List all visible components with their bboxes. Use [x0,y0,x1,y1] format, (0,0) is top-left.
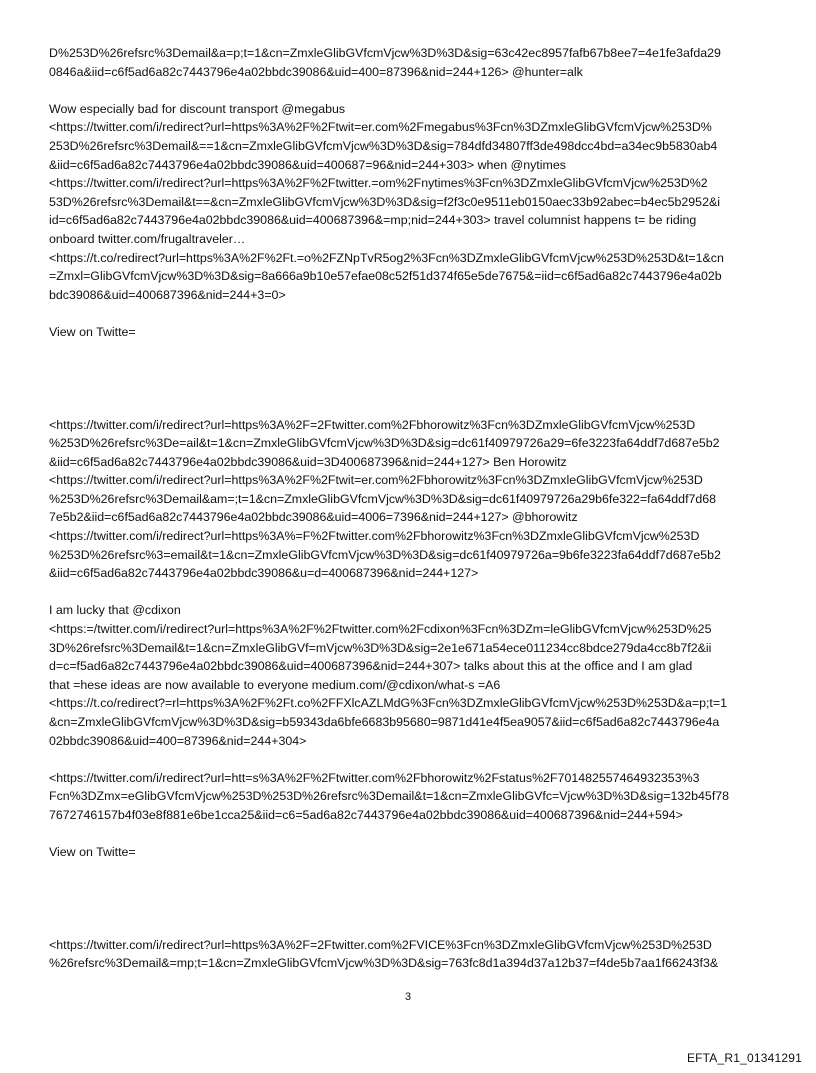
bates-number: EFTA_R1_01341291 [686,1051,802,1065]
paragraph-status-link: <https://twitter.com/i/redirect?url=htt=s%3A%2F%2Ftwitter.com%2Fbhorowitz%2Fstatus%2F701482557464932353%3 Fcn%3DZmx=eGlibGVfcmVjcw%253D%253D%26refsrc%3Demail&t=1&cn=ZmxleGlibGVfc=Vjcw%3D%3D&sig=132b45f78 7672746157b4f03e8f881e6be1cca25&iid=c6=5ad6a82c7443796e4a02bbdc39086&uid=400687396&nid=244+594> [49,770,730,822]
paragraph-vice-link: <https://twitter.com/i/redirect?url=https%3A%2F=2Ftwitter.com%2FVICE%3Fcn%3DZmxleGlibGVfcmVjcw%253D%253D %26refsrc%3Demail&=mp;t=1&cn=ZmxleGlibGVfcmVjcw%3D%3D&sig=763fc8d1a394d37a12b37=f4de5b7aa1f66243f3& [49,937,719,971]
paragraph-megabus: Wow especially bad for discount transport @megabus <https://twitter.com/i/redirect?url=https%3A%2F%2Ftwit=er.com%2Fmegabus%3Fcn%3DZmxleGlibGVfcmVjcw%253D% 253D%26refsrc%3Demail&==1&cn=ZmxleGlibGVfcmVjcw%3D%3D&sig=784dfd34807ff3de498dcc4bd=a34ec9b5830ab4 &iid=c6f5ad6a82c7443796e4a02bbdc39086&uid=400687=96&nid=244+303> when @nytimes <https://twitter.com/i/redirect?url=https%3A%2F%2Ftwitter.=om%2Fnytimes%3Fcn%3DZmxleGlibGVfcmVjcw%253D%2 53D%26refsrc%3Demail&t==&cn=ZmxleGlibGVfcmVjcw%3D%3D&sig=f2f3c0e9511eb0150aec33b92abec=b4ec5b2952&i id=c6f5ad6a82c7443796e4a02bbdc39086&uid=400687396&=mp;nid=244+303> travel columnist happens t= be riding onboard twitter.com/frugaltraveler… <https://t.co/redirect?url=https%3A%2F%2Ft.=o%2FZNpTvR5og2%3Fcn%3DZmxleGlibGVfcmVjcw%253D%253D&t=1&cn =Zmxl=GlibGVfcmVjcw%3D%3D&sig=8a666a9b10e57efae08c52f51d374f65e5de7675&=iid=c6f5ad6a82c7443796e4a02b bdc39086&uid=400687396&nid=244+3=0> [49,101,724,302]
spacer [49,825,779,844]
view-on-twitter-text: View on Twitte= [49,845,136,860]
spacer [49,81,779,100]
spacer [49,304,779,323]
paragraph-ben-horowitz: <https://twitter.com/i/redirect?url=https%3A%2F=2Ftwitter.com%2Fbhorowitz%3Fcn%3DZmxleGlibGVfcmVjcw%253D %253D%26refsrc%3De=ail&t=1&cn=ZmxleGlibGVfcmVjcw%3D%3D&sig=dc61f40979726a29=6fe3223fa64ddf7d687e5b2 &iid=c6f5ad6a82c7443796e4a02bbdc39086&uid=3D400687396&nid=244+127> Ben Horowitz <https://twitter.com/i/redirect?url=https%3A%2F%2Ftwit=er.com%2Fbhorowitz%3Fcn%3DZmxleGlibGVfcmVjcw%253D %253D%26refsrc%3Demail&am=;t=1&cn=ZmxleGlibGVfcmVjcw%3D%3D&sig=dc61f40979726a29b6fe322=fa64ddf7d68 7e5b2&iid=c6f5ad6a82c7443796e4a02bbdc39086&uid=4006=7396&nid=244+127> @bhorowitz <https://twitter.com/i/redirect?url=https%3A%=F%2Ftwitter.com%2Fbhorowitz%3Fcn%3DZmxleGlibGVfcmVjcw%253D %253D%26refsrc%3=email&t=1&cn=ZmxleGlibGVfcmVjcw%3D%3D&sig=dc61f40979726a=9b6fe3223fa64ddf7d687e5b2 &iid=c6f5ad6a82c7443796e4a02bbdc39086&u=d=400687396&nid=244+127> [49,417,721,581]
spacer [49,750,779,769]
embedded-tweet-gap [49,342,779,416]
view-on-twitter-text: View on Twitte= [49,324,136,339]
page-number: 3 [404,991,412,1003]
document-body [49,44,779,973]
paragraph-hunterwalk-link: D%253D%26refsrc%3Demail&a=p;t=1&cn=ZmxleGlibGVfcmVjcw%3D%3D&sig=63c42ec8957fafb67b8ee7=4e1fe3afda29 0846a&iid=c6f5ad6a82c7443796e4a02bbdc39086&uid=400=87396&nid=244+126> @hunter=alk [49,46,721,79]
spacer [49,583,779,602]
paragraph-cdixon: I am lucky that @cdixon <https:=/twitter.com/i/redirect?url=https%3A%2F%2Ftwitter.com%2Fcdixon%3Fcn%3DZm=leGlibGVfcmVjcw%253D%25 3D%26refsrc%3Demail&t=1&cn=ZmxleGlibGVf=mVjcw%3D%3D&sig=2e1e671a54ece011234cc8bdce279da4cc8b7f2&ii d=c=f5ad6a82c7443796e4a02bbdc39086&uid=400687396&nid=244+307> talks about this at the office and I am glad that =hese ideas are now available to everyone medium.com/@cdixon/what-s =A6 <https://t.co/redirect?=rl=https%3A%2F%2Ft.co%2FFXlcAZLMdG%3Fcn%3DZmxleGlibGVfcmVjcw%253D%253D&a=p;t=1 &cn=ZmxleGlibGVfcmVjcw%3D%3D&sig=b59343da6bfe6683b95680=9871d41e4f5ea9057&iid=c6f5ad6a82c7443796e4a 02bbdc39086&uid=400=87396&nid=244+304> [49,603,727,748]
embedded-tweet-gap [49,862,779,936]
